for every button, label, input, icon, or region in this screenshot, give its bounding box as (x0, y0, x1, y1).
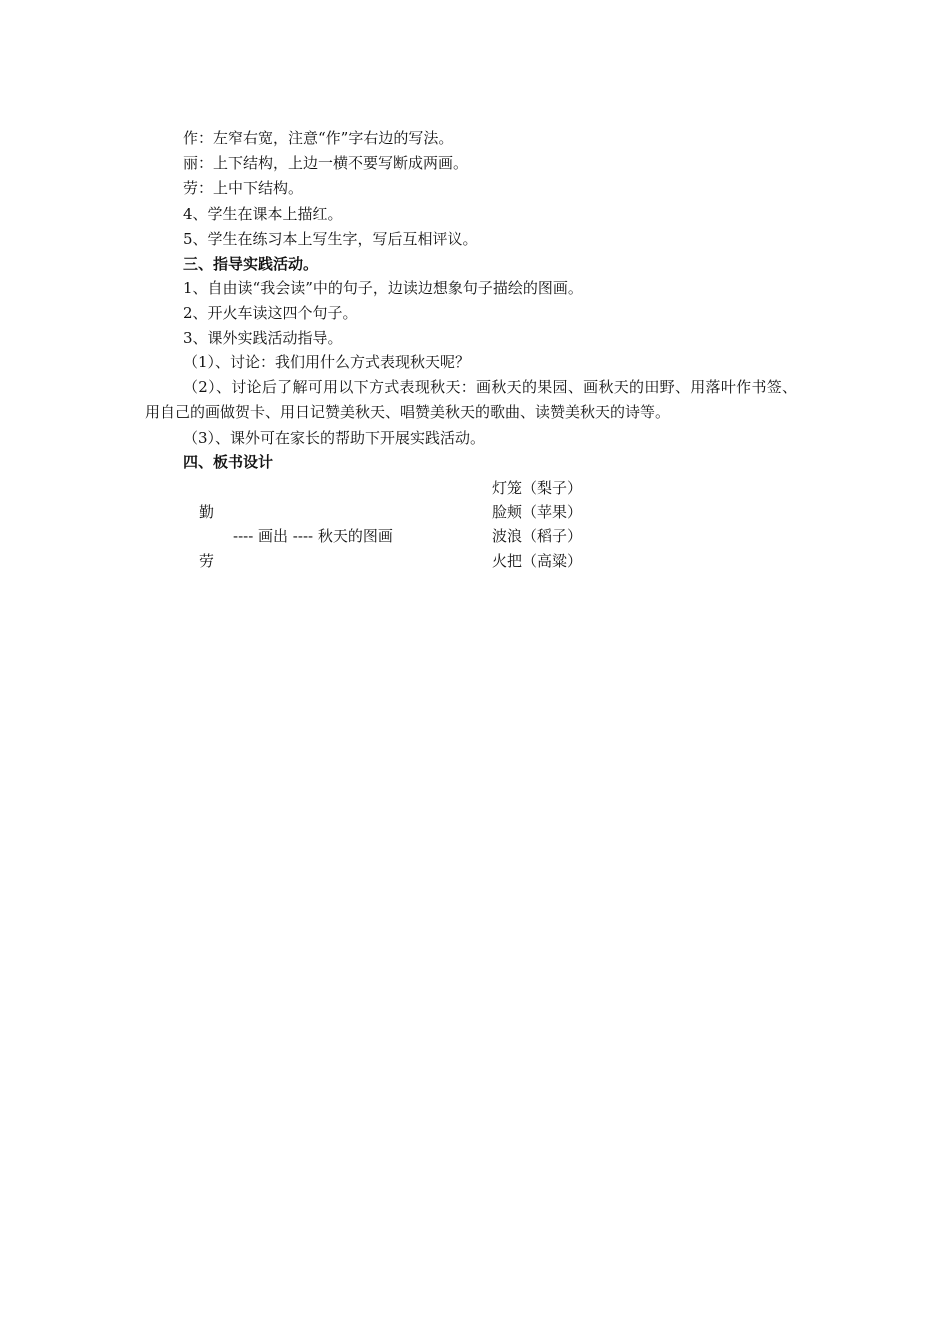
section-heading: 三、指导实践活动。 (183, 255, 319, 273)
text-line: 4、学生在课本上描红。 (183, 205, 343, 223)
board-left-char: 勤 (199, 503, 215, 521)
text-line: 3、课外实践活动指导。 (183, 329, 343, 347)
board-left-char: 劳 (199, 552, 215, 570)
board-middle: ---- 画出 ---- 秋天的图画 (233, 527, 393, 545)
text-line: （2）、讨论后了解可用以下方式表现秋天：画秋天的果园、画秋天的田野、用落叶作书签、 (183, 378, 798, 396)
text-line: 丽：上下结构，上边一横不要写断成两画。 (183, 154, 469, 172)
section-heading: 四、板书设计 (183, 453, 274, 471)
board-item: 脸颊（苹果） (492, 503, 583, 521)
text-line: 1、自由读“我会读”中的句子，边读边想象句子描绘的图画。 (183, 279, 583, 297)
text-line: 5、学生在练习本上写生字，写后互相评议。 (183, 230, 478, 248)
board-item: 波浪（稻子） (492, 527, 583, 545)
text-line: 劳：上中下结构。 (183, 179, 304, 197)
board-item: 灯笼（梨子） (492, 479, 583, 497)
text-line: （1）、讨论：我们用什么方式表现秋天呢？ (183, 353, 471, 371)
text-line: （3）、课外可在家长的帮助下开展实践活动。 (183, 429, 486, 447)
board-item: 火把（高粱） (492, 552, 583, 570)
text-line: 用自己的画做贺卡、用日记赞美秋天、唱赞美秋天的歌曲、读赞美秋天的诗等。 (145, 403, 671, 421)
text-line: 2、开火车读这四个句子。 (183, 304, 358, 322)
text-line: 作：左窄右宽，注意“作”字右边的写法。 (183, 129, 454, 147)
